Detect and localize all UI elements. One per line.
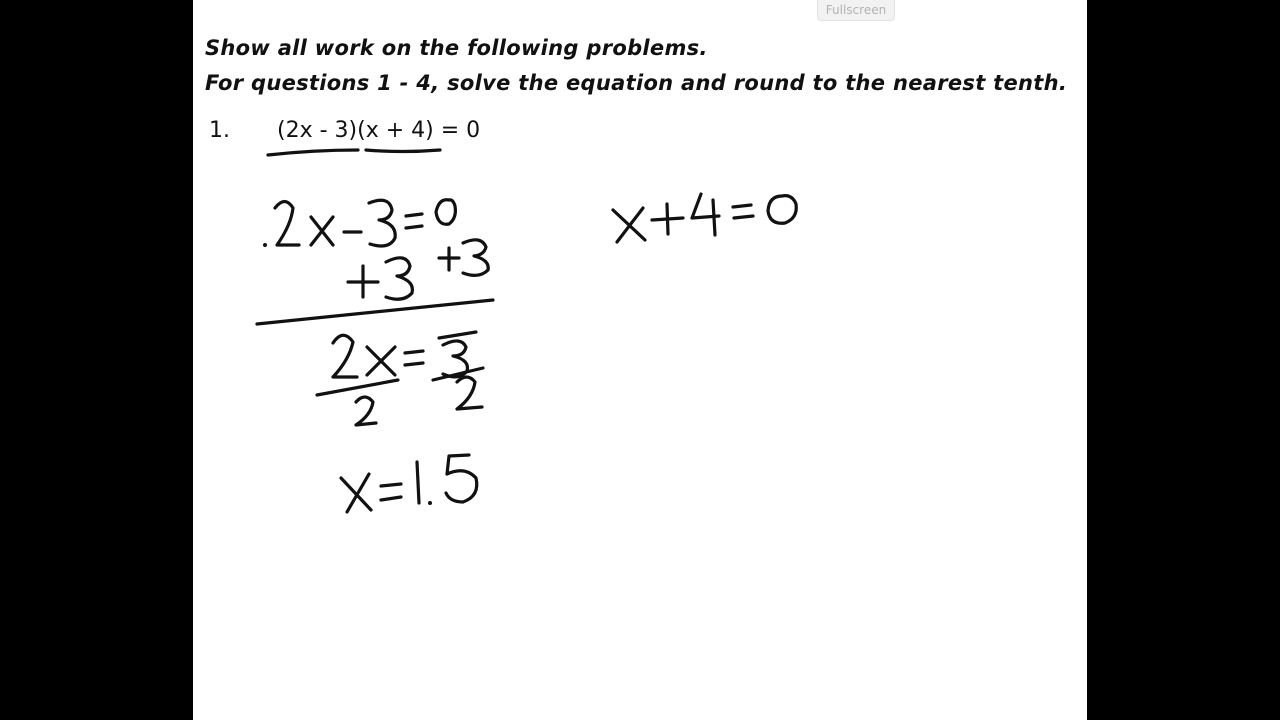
line-plus-3-plus-3 (348, 240, 488, 299)
question-equation: (2x - 3)(x + 4) = 0 (277, 118, 481, 143)
underline-factor-1 (268, 150, 358, 155)
line-2x-eq-3 (333, 332, 476, 377)
instructions-line-1: Show all work on the following problems. (205, 36, 708, 60)
handwritten-work (193, 0, 1087, 720)
underline-factor-2 (366, 150, 440, 152)
question-number: 1. (209, 118, 230, 143)
line-2x-minus-3-eq-0 (263, 200, 455, 247)
worksheet-page (193, 0, 1087, 720)
fullscreen-button[interactable]: Fullscreen (817, 0, 895, 21)
instructions-line-2: For questions 1 - 4, solve the equation and round to the nearest tenth. (205, 71, 1068, 95)
line-x-plus-4-eq-0 (613, 194, 796, 242)
line-x-eq-1-5 (341, 455, 477, 512)
